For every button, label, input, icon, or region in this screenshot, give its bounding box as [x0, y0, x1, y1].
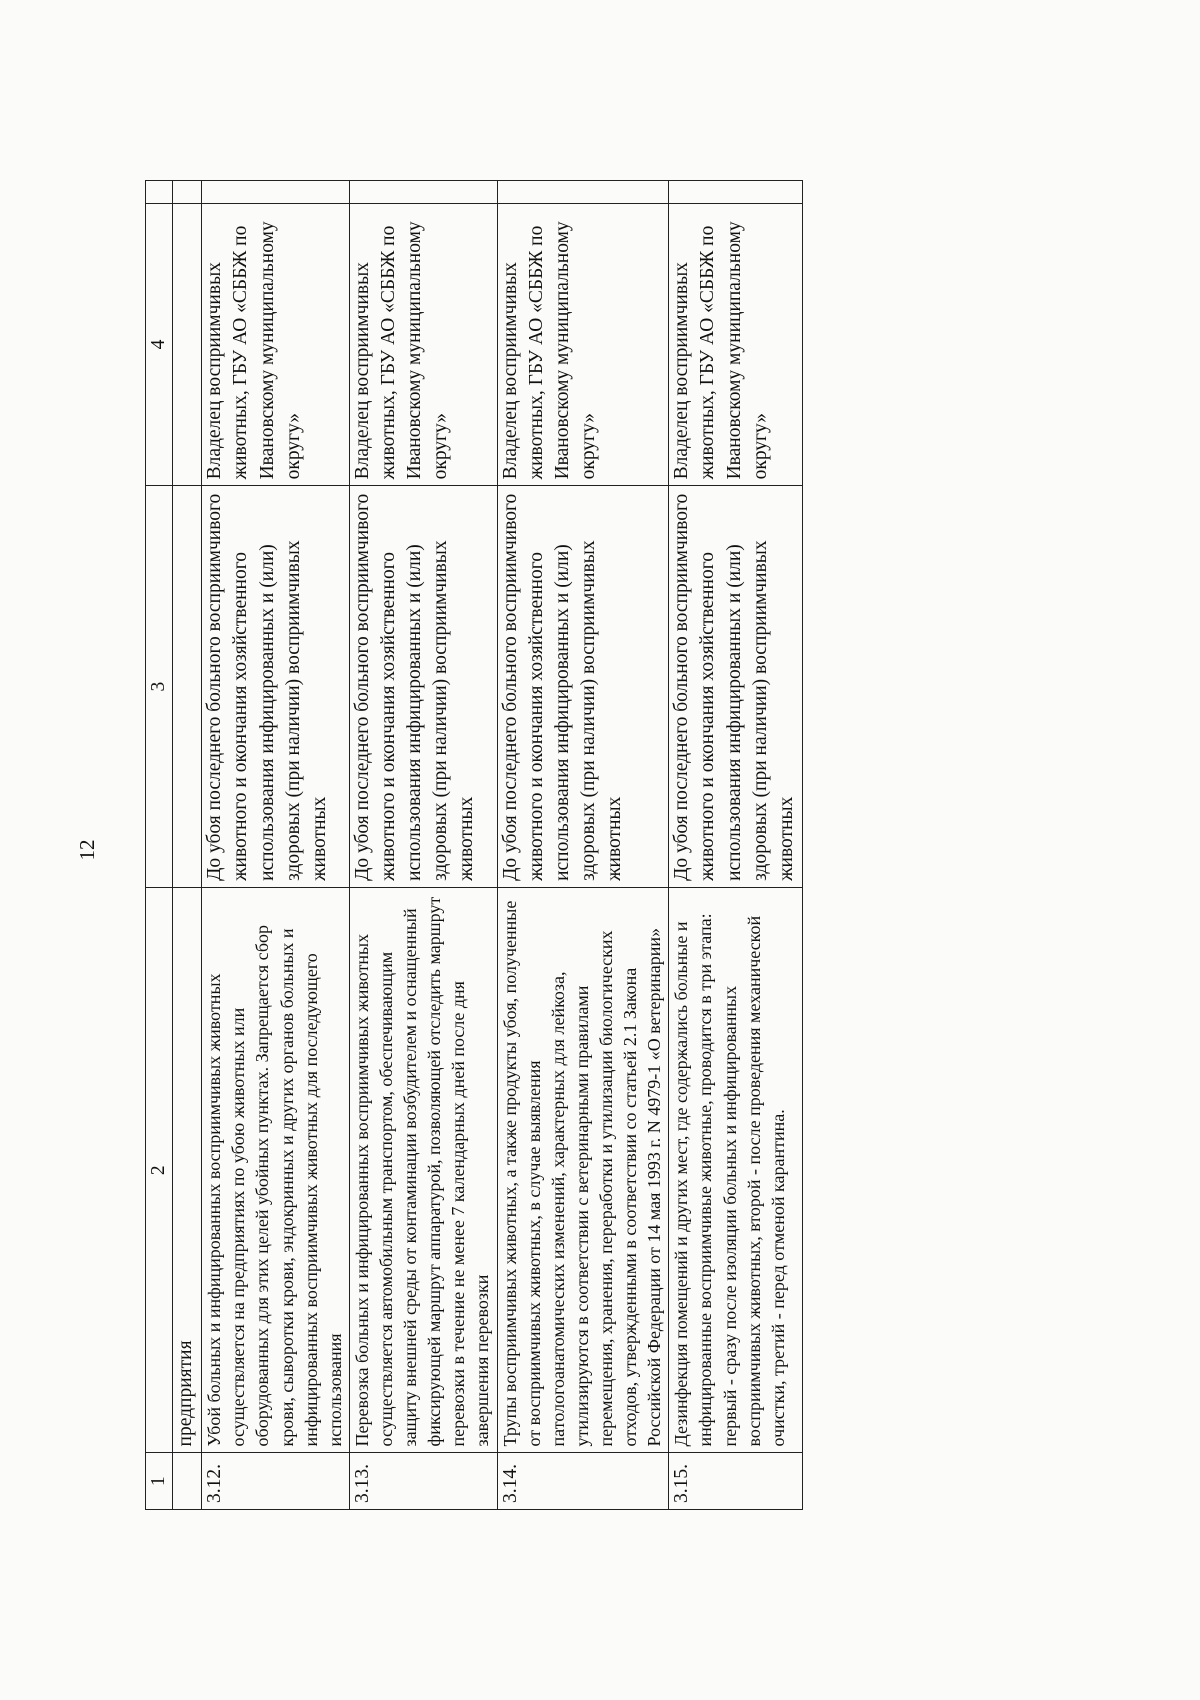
responsible-text: Владелец восприимчивых животных, ГБУ АО «СББЖ по Ивановскому муниципальному округу» — [669, 203, 803, 486]
continuation-num-cell — [173, 1453, 202, 1510]
row-number: 3.14. — [497, 1453, 669, 1510]
responsible-text: Владелец восприимчивых животных, ГБУ АО «СББЖ по Ивановскому муниципальному округу» — [497, 203, 669, 486]
extra-cell — [669, 181, 803, 204]
continuation-text: предприятия — [173, 887, 202, 1453]
header-row — [146, 181, 173, 1510]
table-row — [202, 181, 350, 1510]
header-col-2: 2 — [146, 887, 173, 1453]
term-text: До убоя последнего больного восприимчивого животного и окончания хозяйственного использования инфицированных и (или) здоровых (при наличии) восприимчивых животных — [202, 486, 350, 888]
responsible-text: Владелец восприимчивых животных, ГБУ АО «СББЖ по Ивановскому муниципальному округу» — [349, 203, 497, 486]
page-number: 12 — [75, 839, 99, 861]
responsible-text: Владелец восприимчивых животных, ГБУ АО «СББЖ по Ивановскому муниципальному округу» — [202, 203, 350, 486]
continuation-responsible-cell — [173, 203, 202, 486]
header-col-1: 1 — [146, 1453, 173, 1510]
extra-cell — [202, 181, 350, 204]
extra-cell — [497, 181, 669, 204]
term-text: До убоя последнего больного восприимчивого животного и окончания хозяйственного использования инфицированных и (или) здоровых (при наличии) восприимчивых животных — [497, 486, 669, 888]
continuation-term-cell — [173, 486, 202, 888]
continuation-extra-cell — [173, 181, 202, 204]
table-row — [669, 181, 803, 1510]
header-col-3: 3 — [146, 486, 173, 888]
extra-cell — [349, 181, 497, 204]
table-row — [497, 181, 669, 1510]
measure-text: Убой больных и инфицированных восприимчивых животных осуществляется на предприятиях по убою животных или оборудованных для этих целей убойных пунктах. Запрещается сбор крови, сыворотки крови, эндокринных и других органов больных и инфицированных восприимчивых животных для последующего использования — [202, 887, 350, 1453]
measures-table — [145, 180, 803, 1510]
row-number: 3.13. — [349, 1453, 497, 1510]
row-number: 3.15. — [669, 1453, 803, 1510]
measure-text: Дезинфекция помещений и других мест, где содержались больные и инфицированные восприимчивые животные, проводится в три этапа: первый - сразу после изоляции больных и инфицированных восприимчивых животных, второй - после проведения механической очистки, третий - перед отменой карантина. — [669, 887, 803, 1453]
table-row — [349, 181, 497, 1510]
continuation-row — [173, 181, 202, 1510]
term-text: До убоя последнего больного восприимчивого животного и окончания хозяйственного использования инфицированных и (или) здоровых (при наличии) восприимчивых животных — [349, 486, 497, 888]
header-col-4: 4 — [146, 203, 173, 486]
term-text: До убоя последнего больного восприимчивого животного и окончания хозяйственного использования инфицированных и (или) здоровых (при наличии) восприимчивых животных — [669, 486, 803, 888]
header-col-5 — [146, 181, 173, 204]
measure-text: Перевозка больных и инфицированных восприимчивых животных осуществляется автомобильным транспортом, обеспечивающим защиту внешней среды от контаминации возбудителем и оснащенный фиксирующей маршрут аппаратурой, позволяющей отследить маршрут перевозки в течение не менее 7 календарных дней после дня завершения перевозки — [349, 887, 497, 1453]
measure-text: Трупы восприимчивых животных, а также продукты убоя, полученные от восприимчивых животных, в случае выявления патологоанатомических изменений, характерных для лейкоза, утилизируются в соответствии с ветеринарными правилами перемещения, хранения, переработки и утилизации биологических отходов, утвержденными в соответствии со статьей 2.1 Закона Российской Федерации от 14 мая 1993 г. N 4979-1 «О ветеринарии» — [497, 887, 669, 1453]
row-number: 3.12. — [202, 1453, 350, 1510]
